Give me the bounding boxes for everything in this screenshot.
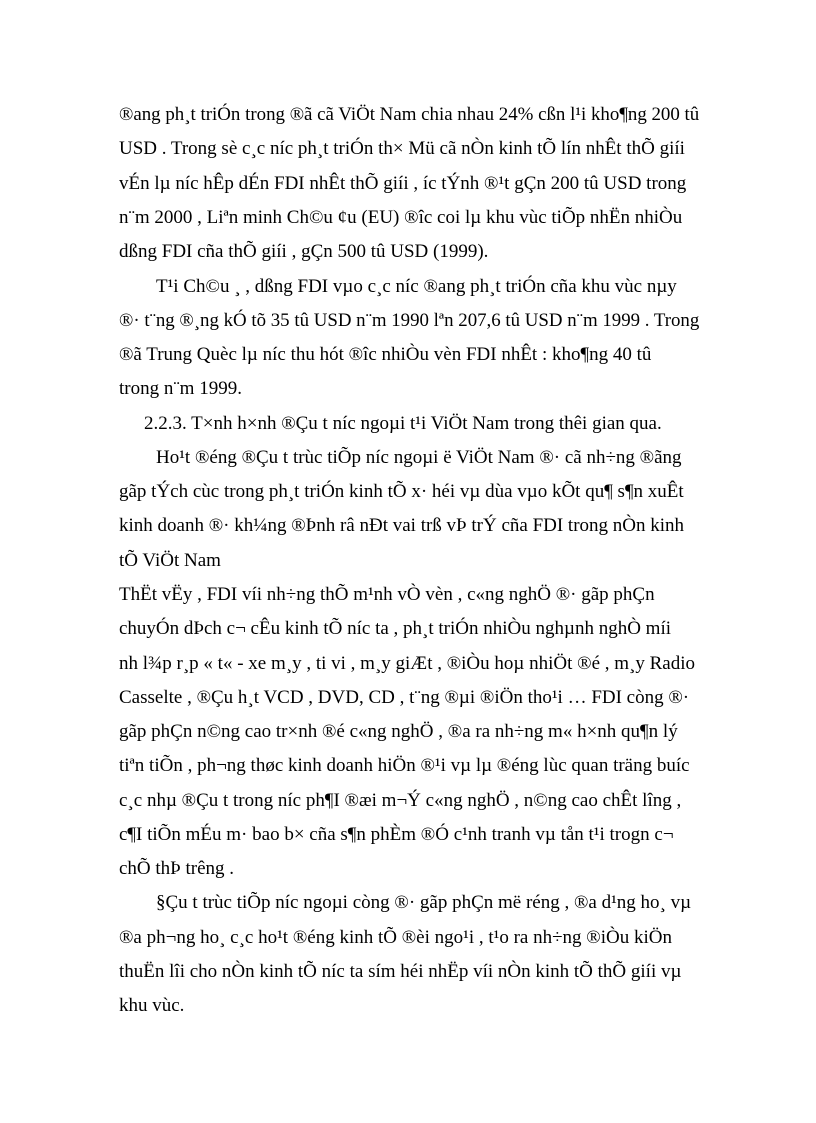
- paragraph-line: tÕ ViÖt Nam: [119, 550, 221, 571]
- paragraph-line: tiªn tiÕn , ph¬ng thøc kinh doanh hiÖn ®¹i vµ lµ ®éng lùc quan träng buíc: [119, 755, 690, 776]
- paragraph-line: ThËt vËy , FDI víi nh÷ng thÕ m¹nh vÒ vèn , c«ng nghÖ ®· gãp phÇn: [119, 584, 655, 605]
- paragraph-line: gãp tÝch cùc trong ph¸t triÓn kinh tÕ x· héi vµ dùa vµo kÕt qu¶ s¶n xuÊt: [119, 481, 684, 502]
- paragraph-line: chÕ thÞ trêng .: [119, 858, 235, 879]
- paragraph-line: gãp phÇn n©ng cao tr×nh ®é c«ng nghÖ , ®a ra nh÷ng m« h×nh qu¶n lý: [119, 721, 678, 742]
- paragraph-line: T¹i Ch©u ¸ , dßng FDI vµo c¸c níc ®ang ph¸t triÓn cña khu vùc nµy: [156, 276, 677, 297]
- section-heading: 2.2.3. T×nh h×nh ®Çu t níc ngoµi t¹i ViÖt Nam trong thêi gian qua.: [144, 413, 662, 434]
- paragraph-line: vÉn lµ níc hÊp dÉn FDI nhÊt thÕ giíi , íc tÝnh ®¹t gÇn 200 tû USD trong: [119, 173, 687, 194]
- paragraph-line: trong n¨m 1999.: [119, 378, 242, 399]
- paragraph-line: kinh doanh ®· kh¼ng ®Þnh râ nÐt vai trß vÞ trÝ cña FDI trong nÒn kinh: [119, 515, 685, 536]
- paragraph-line: ®ang ph¸t triÓn trong ®ã cã ViÖt Nam chia nhau 24% cßn l¹i kho¶ng 200 tû: [119, 104, 700, 125]
- paragraph-line: ®· t¨ng ®¸ng kÓ tõ 35 tû USD n¨m 1990 lªn 207,6 tû USD n¨m 1999 . Trong: [119, 310, 700, 331]
- paragraph-line: §Çu t trùc tiÕp níc ngoµi còng ®· gãp phÇn më réng , ®a d¹ng ho¸ vµ: [156, 892, 692, 913]
- paragraph-line: dßng FDI cña thÕ giíi , gÇn 500 tû USD (1999).: [119, 241, 489, 262]
- paragraph-line: n¨m 2000 , Liªn minh Ch©u ¢u (EU) ®îc coi lµ khu vùc tiÕp nhËn nhiÒu: [119, 207, 683, 228]
- paragraph-line: c¶I tiÕn mÉu m· bao b× cña s¶n phÈm ®Ó c¹nh tranh vµ tån t¹i trogn c¬: [119, 824, 674, 845]
- paragraph-line: khu vùc.: [119, 995, 185, 1016]
- paragraph-line: USD . Trong sè c¸c níc ph¸t triÓn th× Mü cã nÒn kinh tÕ lín nhÊt thÕ giíi: [119, 138, 685, 159]
- paragraph-line: Ho¹t ®éng ®Çu t trùc tiÕp níc ngoµi ë ViÖt Nam ®· cã nh÷ng ®ãng: [156, 447, 682, 468]
- paragraph-line: c¸c nhµ ®Çu t trong níc ph¶I ®æi m¬Ý c«ng nghÖ , n©ng cao chÊt lîng ,: [119, 790, 682, 811]
- paragraph-line: ®ã Trung Quèc lµ níc thu hót ®îc nhiÒu vèn FDI nhÊt : kho¶ng 40 tû: [119, 344, 652, 365]
- paragraph-line: thuËn lîi cho nÒn kinh tÕ níc ta sím héi nhËp víi nÒn kinh tÕ thÕ giíi vµ: [119, 961, 682, 982]
- paragraph-line: chuyÓn dÞch c¬ cÊu kinh tÕ níc ta , ph¸t triÓn nhiÒu nghµnh nghÒ míi: [119, 618, 672, 639]
- paragraph-line: nh l¾p r¸p « t« - xe m¸y , ti vi , m¸y giÆt , ®iÒu hoµ nhiÖt ®é , m¸y Radio: [119, 653, 695, 674]
- paragraph-line: Casselte , ®Çu h¸t VCD , DVD, CD , t¨ng ®µi ®iÖn tho¹i … FDI còng ®·: [119, 687, 690, 708]
- paragraph-line: ®a ph¬ng ho¸ c¸c ho¹t ®éng kinh tÕ ®èi ngo¹i , t¹o ra nh÷ng ®iÒu kiÖn: [119, 927, 672, 948]
